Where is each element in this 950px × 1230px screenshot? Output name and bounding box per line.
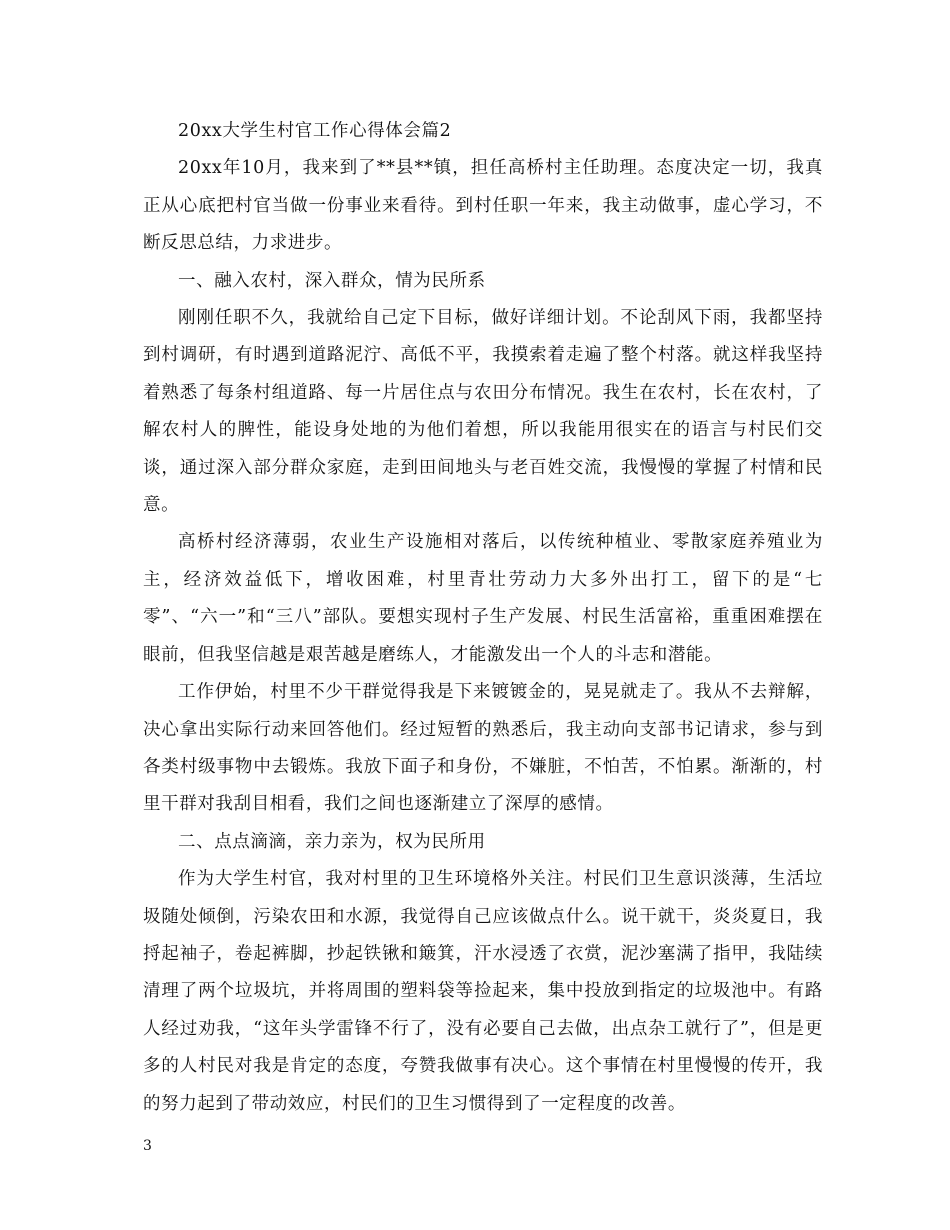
paragraph-economy: 高桥村经济薄弱，农业生产设施相对落后，以传统种植业、零散家庭养殖业为主，经济效益低下，增收困难，村里青壮劳动力大多外出打工，留下的是“七零”、“六一”和“三八”部队。要想实现村子生产发展、村民生活富裕，重重困难摆在眼前，但我坚信越是艰苦越是磨练人，才能激发出一个人的斗志和潜能。 [143,532,823,665]
paragraph-sanitation: 作为大学生村官，我对村里的卫生环境格外关注。村民们卫生意识淡薄，生活垃圾随处倾倒，污染农田和水源，我觉得自己应该做点什么。说干就干，炎炎夏日，我捋起袖子，卷起裤脚，抄起铁锹和簸箕，汗水浸透了衣赏，泥沙塞满了指甲，我陆续清理了两个垃圾坑，并将周围的塑料袋等捡起来，集中投放到指定的垃圾池中。有路人经过劝我，“这年头学雷锋不行了，没有必要自己去做，出点杂工就行了”，但是更多的人村民对我是肯定的态度，夸赞我做事有决心。这个事情在村里慢慢的传开，我的努力起到了带动效应，村民们的卫生习惯得到了一定程度的改善。 [143,869,823,1114]
document-title: 20xx大学生村官工作心得体会篇2 [178,121,452,141]
paragraph-intro: 20xx年10月，我来到了**县**镇，担任高桥村主任助理。态度决定一切，我真正从心底把村官当做一份事业来看待。到村任职一年来，我主动做事，虚心学习，不断反思总结，力求进步。 [143,158,823,254]
paragraph-trust: 工作伊始，村里不少干群觉得我是下来镀镀金的，晃晃就走了。我从不去辩解，决心拿出实际行动来回答他们。经过短暂的熟悉后，我主动向支部书记请求，参与到各类村级事物中去锻炼。我放下面子和身份，不嫌脏，不怕苦，不怕累。渐渐的，村里干群对我刮目相看，我们之间也逐渐建立了深厚的感情。 [143,682,823,815]
page-number: 3 [143,1138,152,1154]
section-heading-2: 二、点点滴滴，亲力亲为，权为民所用 [178,831,486,852]
paragraph-research: 刚刚任职不久，我就给自己定下目标，做好详细计划。不论刮风下雨，我都坚持到村调研，有时遇到道路泥泞、高低不平，我摸索着走遍了整个村落。就这样我坚持着熟悉了每条村组道路、每一片居住点与农田分布情况。我生在农村，长在农村，了解农村人的脾性，能设身处地的为他们着想，所以我能用很实在的语言与村民们交谈，通过深入部分群众家庭，走到田间地头与老百姓交流，我慢慢的掌握了村情和民意。 [143,308,823,516]
document-body [143,113,823,1123]
section-heading-1: 一、融入农村，深入群众，情为民所系 [178,270,486,291]
